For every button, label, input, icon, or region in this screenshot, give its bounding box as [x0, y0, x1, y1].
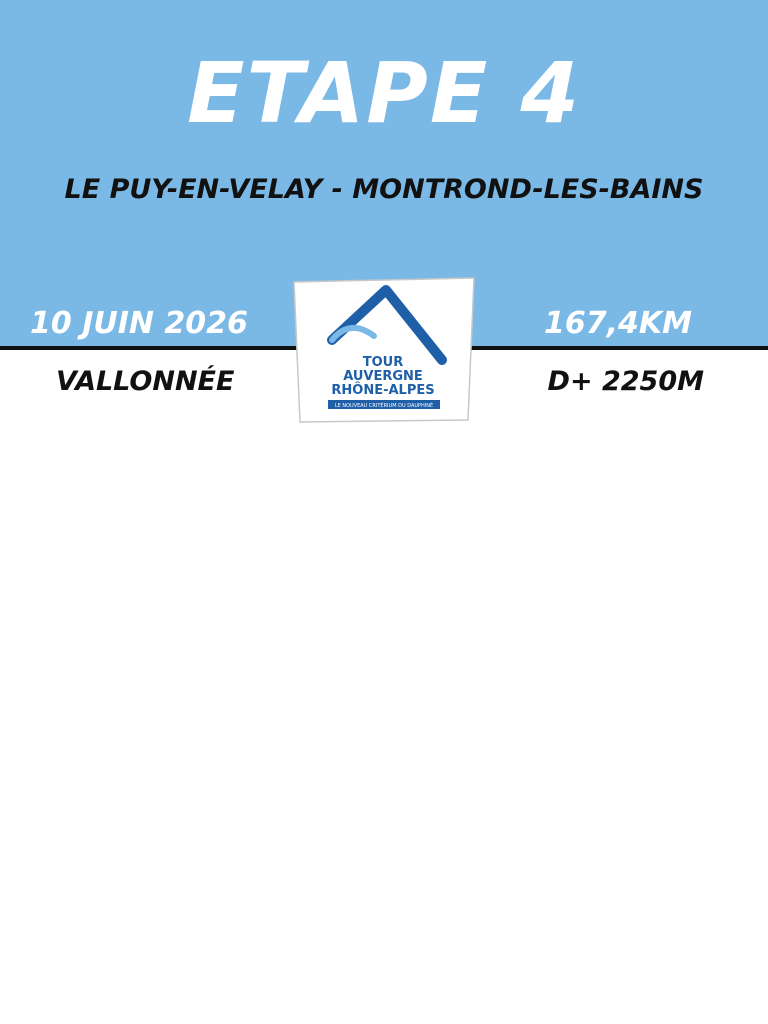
logo-tagline: LE NOUVEAU CRITÉRIUM DU DAUPHINÉ	[334, 403, 434, 409]
profile-type: VALLONNÉE	[56, 366, 235, 397]
elevation-gain: D+ 2250M	[547, 366, 704, 397]
logo-line1: TOUR	[362, 355, 404, 370]
stage-route: LE PUY-EN-VELAY - MONTROND-LES-BAINS	[64, 174, 704, 205]
stage-distance: 167,4KM	[544, 306, 692, 341]
logo-line3: RHÔNE-ALPES	[331, 383, 435, 398]
stage-date: 10 JUIN 2026	[30, 306, 248, 341]
logo-line2: AUVERGNE	[343, 369, 423, 384]
stage-title: ETAPE 4	[187, 44, 581, 142]
